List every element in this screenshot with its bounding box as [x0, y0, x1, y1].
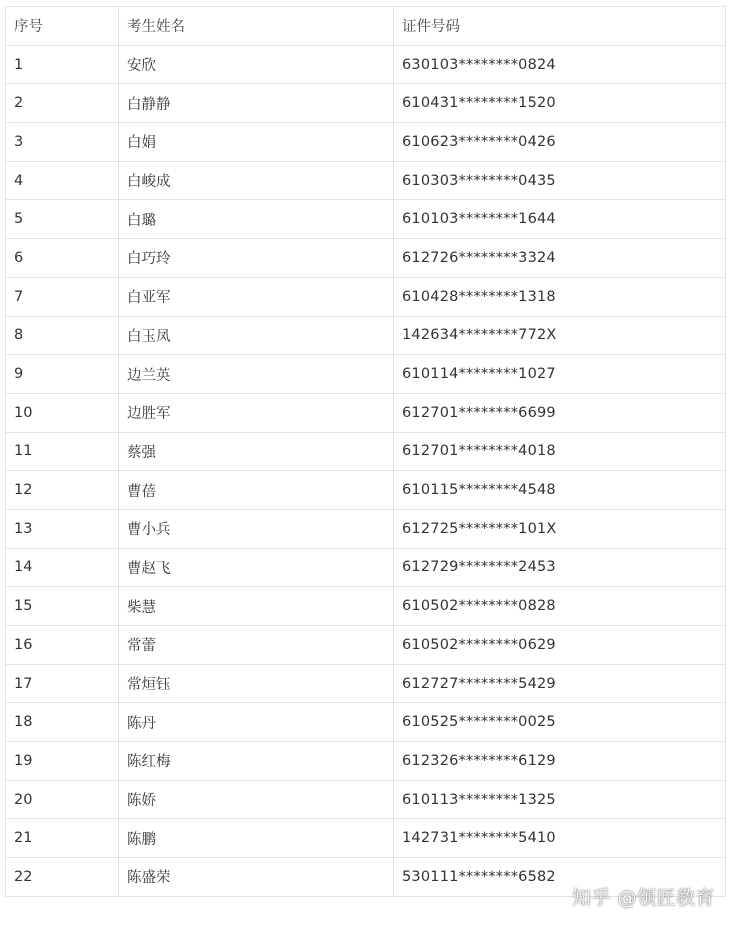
id-number-cell: 610623********0426: [394, 123, 726, 162]
name-cell: 常烜钰: [119, 664, 394, 703]
id-number-cell: 142634********772X: [394, 316, 726, 355]
table-row: [6, 355, 726, 394]
examinee-table: [5, 6, 726, 897]
id-number-cell: 610525********0025: [394, 703, 726, 742]
table-row: [6, 316, 726, 355]
table-row: [6, 509, 726, 548]
serial-cell: 11: [6, 432, 119, 471]
name-cell: 白亚军: [119, 277, 394, 316]
column-header-name: 考生姓名: [119, 7, 394, 46]
table-row: [6, 123, 726, 162]
serial-cell: 20: [6, 780, 119, 819]
id-number-cell: 612701********4018: [394, 432, 726, 471]
name-cell: 陈丹: [119, 703, 394, 742]
table-row: [6, 84, 726, 123]
id-number-cell: 612326********6129: [394, 742, 726, 781]
serial-cell: 8: [6, 316, 119, 355]
name-cell: 白璐: [119, 200, 394, 239]
table-row: [6, 548, 726, 587]
table-row: [6, 277, 726, 316]
name-cell: 蔡强: [119, 432, 394, 471]
serial-cell: 9: [6, 355, 119, 394]
id-number-cell: 612701********6699: [394, 393, 726, 432]
table-row: [6, 664, 726, 703]
name-cell: 常蕾: [119, 626, 394, 665]
serial-cell: 2: [6, 84, 119, 123]
table-row: [6, 587, 726, 626]
name-cell: 边兰英: [119, 355, 394, 394]
name-cell: 陈鹏: [119, 819, 394, 858]
table-row: [6, 819, 726, 858]
id-number-cell: 612729********2453: [394, 548, 726, 587]
table-row: [6, 742, 726, 781]
id-number-cell: 610502********0828: [394, 587, 726, 626]
table-row: [6, 471, 726, 510]
name-cell: 曹小兵: [119, 509, 394, 548]
table-row: [6, 161, 726, 200]
serial-cell: 22: [6, 858, 119, 897]
header-row: [6, 7, 726, 46]
serial-cell: 13: [6, 509, 119, 548]
id-number-cell: 610431********1520: [394, 84, 726, 123]
serial-cell: 16: [6, 626, 119, 665]
name-cell: 白静静: [119, 84, 394, 123]
watermark-text: 知乎 @领匠教育: [571, 887, 715, 909]
id-number-cell: 142731********5410: [394, 819, 726, 858]
table-header: [6, 7, 726, 46]
serial-cell: 7: [6, 277, 119, 316]
serial-cell: 1: [6, 45, 119, 84]
table-row: [6, 239, 726, 278]
table-row: [6, 780, 726, 819]
column-header-id-number: 证件号码: [394, 7, 726, 46]
table-row: [6, 703, 726, 742]
name-cell: 安欣: [119, 45, 394, 84]
serial-cell: 10: [6, 393, 119, 432]
id-number-cell: 612727********5429: [394, 664, 726, 703]
name-cell: 曹赵飞: [119, 548, 394, 587]
name-cell: 边胜军: [119, 393, 394, 432]
serial-cell: 12: [6, 471, 119, 510]
serial-cell: 21: [6, 819, 119, 858]
serial-cell: 14: [6, 548, 119, 587]
name-cell: 柴慧: [119, 587, 394, 626]
serial-cell: 19: [6, 742, 119, 781]
id-number-cell: 610114********1027: [394, 355, 726, 394]
id-number-cell: 612726********3324: [394, 239, 726, 278]
serial-cell: 5: [6, 200, 119, 239]
id-number-cell: 610303********0435: [394, 161, 726, 200]
name-cell: 陈娇: [119, 780, 394, 819]
name-cell: 白峻成: [119, 161, 394, 200]
id-number-cell: 610103********1644: [394, 200, 726, 239]
serial-cell: 17: [6, 664, 119, 703]
table-row: [6, 45, 726, 84]
name-cell: 陈红梅: [119, 742, 394, 781]
column-header-serial: 序号: [6, 7, 119, 46]
table-body: [6, 45, 726, 896]
name-cell: 白娟: [119, 123, 394, 162]
table-row: [6, 200, 726, 239]
id-number-cell: 610113********1325: [394, 780, 726, 819]
examinee-table-container: [5, 6, 725, 897]
serial-cell: 6: [6, 239, 119, 278]
serial-cell: 18: [6, 703, 119, 742]
table-row: [6, 393, 726, 432]
name-cell: 白巧玲: [119, 239, 394, 278]
serial-cell: 15: [6, 587, 119, 626]
id-number-cell: 610115********4548: [394, 471, 726, 510]
id-number-cell: 610428********1318: [394, 277, 726, 316]
id-number-cell: 530111********6582: [394, 858, 726, 897]
table-row: [6, 626, 726, 665]
name-cell: 陈盛荣: [119, 858, 394, 897]
table-row: [6, 432, 726, 471]
serial-cell: 4: [6, 161, 119, 200]
id-number-cell: 610502********0629: [394, 626, 726, 665]
name-cell: 曹蓓: [119, 471, 394, 510]
id-number-cell: 612725********101X: [394, 509, 726, 548]
name-cell: 白玉凤: [119, 316, 394, 355]
id-number-cell: 630103********0824: [394, 45, 726, 84]
serial-cell: 3: [6, 123, 119, 162]
